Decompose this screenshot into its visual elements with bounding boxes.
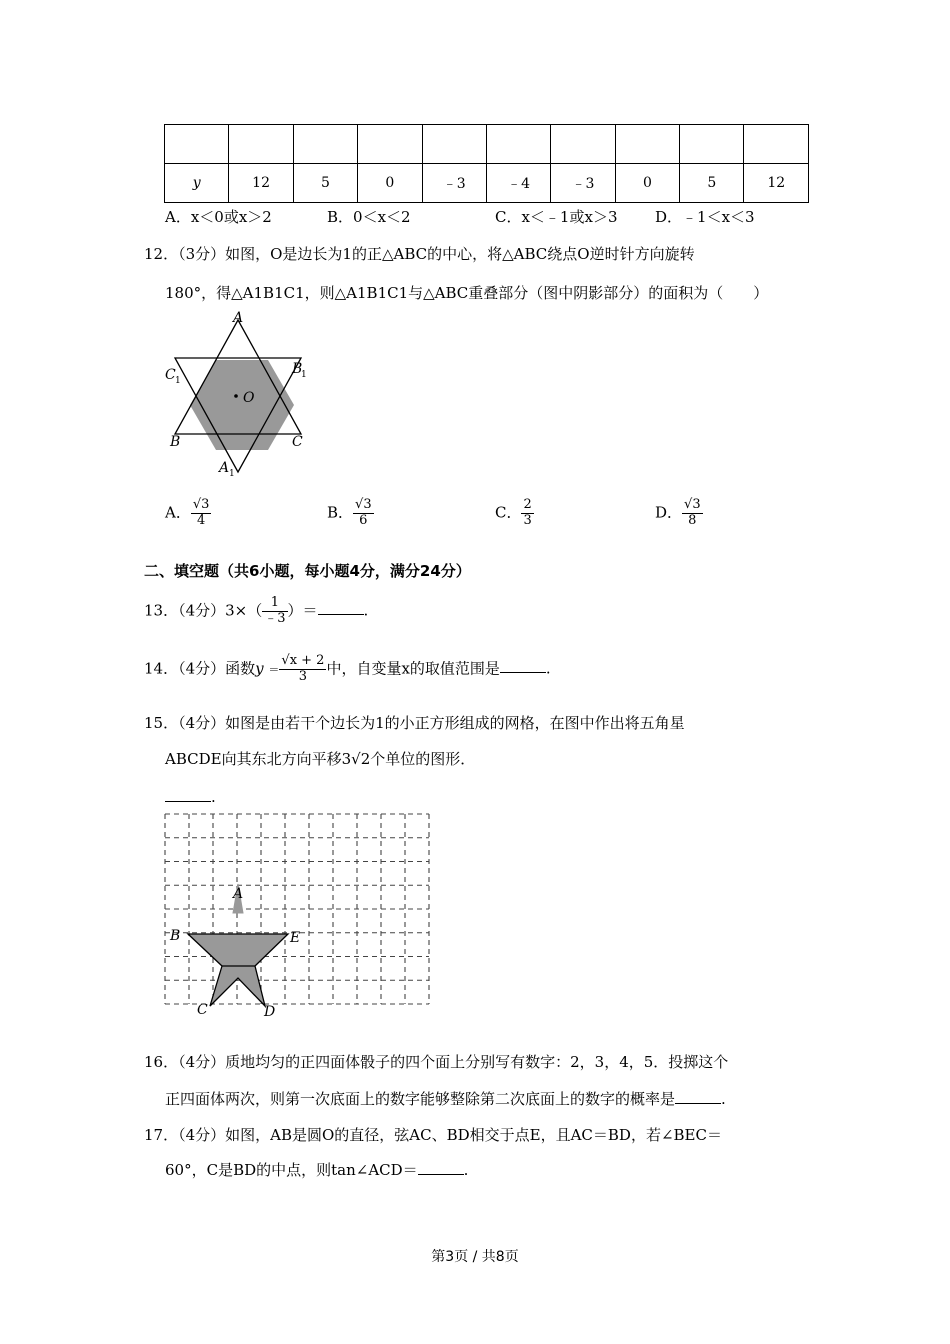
q12-option-c: C． $\frac{2}{3}$ <box>495 497 532 528</box>
label-b1: B <box>292 361 303 377</box>
star-body <box>188 934 288 1006</box>
table-cell <box>615 125 679 164</box>
overlap-hexagon <box>190 360 294 450</box>
q14: 14．（4分）函数y ＝ $\frac{√x + 2}{3}$ 中，自变量x的取值范围是 . <box>144 653 551 684</box>
table-cell <box>486 125 550 164</box>
answer-blank[interactable] <box>675 1088 721 1104</box>
grid-star-figure <box>160 808 435 1023</box>
q12-option-a: A． $\frac{√3}{4}$ <box>165 497 210 528</box>
table-cell <box>744 125 809 164</box>
center-point <box>234 394 238 398</box>
q13: 13．（4分）3×（ $\frac{1}{﹣3}$ ）＝ . <box>144 595 369 626</box>
table-cell <box>422 125 486 164</box>
label-a: A <box>233 886 244 902</box>
q16-line1: 16．（4分）质地均匀的正四面体骰子的四个面上分别写有数字：2，3，4，5．投掷这个 <box>144 1053 729 1071</box>
table-cell <box>165 125 229 164</box>
label-c1-sub: 1 <box>175 376 181 386</box>
table-cell: y <box>165 164 229 203</box>
table-row <box>165 164 809 203</box>
label-o: O <box>243 390 255 406</box>
label-c: C <box>292 434 303 450</box>
q15-line1: 15．（4分）如图是由若干个边长为1的小正方形组成的网格，在图中作出将五角星 <box>144 714 685 732</box>
page-footer: 第3页 / 共8页 <box>431 1249 519 1265</box>
q15-line3: . <box>165 786 216 806</box>
answer-blank[interactable] <box>418 1159 464 1175</box>
q12-option-b: B． $\frac{√3}{6}$ <box>327 497 372 528</box>
label-a: A <box>233 310 244 326</box>
table-cell <box>680 125 744 164</box>
table-cell: 12 <box>744 164 809 203</box>
label-c: C <box>197 1002 208 1018</box>
section-heading: 二、填空题（共6小题，每小题4分，满分24分） <box>144 562 471 580</box>
q11-option-c: C．x＜﹣1或x＞3 <box>495 208 618 226</box>
label-b1-sub: 1 <box>301 370 307 380</box>
label-a1: A <box>219 460 230 476</box>
table-cell: 0 <box>615 164 679 203</box>
q17-line1: 17．（4分）如图，AB是圆O的直径，弦AC、BD相交于点E，且AC＝BD，若∠BEC＝ <box>144 1126 722 1144</box>
table-cell <box>293 125 357 164</box>
label-c1: C <box>165 367 176 383</box>
table-cell: ﹣3 <box>551 164 615 203</box>
answer-blank[interactable] <box>318 599 364 615</box>
table-cell: 5 <box>293 164 357 203</box>
table-cell: 5 <box>680 164 744 203</box>
label-a1-sub: 1 <box>229 469 235 479</box>
hexagram-figure <box>160 310 320 480</box>
q12-line2: 180°，得△A1B1C1，则△A1B1C1与△ABC重叠部分（图中阴影部分）的面积为（ ） <box>165 284 769 302</box>
q11-option-b: B．0＜x＜2 <box>327 208 411 226</box>
table-row <box>165 125 809 164</box>
table-cell: 12 <box>229 164 293 203</box>
label-b: B <box>170 434 181 450</box>
value-table <box>164 124 809 203</box>
label-d: D <box>264 1004 276 1020</box>
label-e: E <box>290 930 301 946</box>
table-cell: ﹣4 <box>486 164 550 203</box>
dashed-grid <box>165 814 429 1004</box>
q12-option-d: D． $\frac{√3}{8}$ <box>655 497 701 528</box>
q11-option-a: A．x＜0或x＞2 <box>165 208 272 226</box>
q17-line2: 60°，C是BD的中点，则tan∠ACD＝ . <box>165 1161 469 1179</box>
q12-line1: 12．（3分）如图，O是边长为1的正△ABC的中心，将△ABC绕点O逆时针方向旋转 <box>144 245 695 263</box>
q16-line2: 正四面体两次，则第一次底面上的数字能够整除第二次底面上的数字的概率是 . <box>165 1090 726 1108</box>
answer-blank[interactable] <box>165 786 211 802</box>
q15-line2: ABCDE向其东北方向平移3√2个单位的图形． <box>165 750 476 768</box>
table-cell <box>551 125 615 164</box>
table-cell <box>229 125 293 164</box>
table-cell <box>358 125 422 164</box>
label-b: B <box>170 928 181 944</box>
table-cell: 0 <box>358 164 422 203</box>
table-cell: ﹣3 <box>422 164 486 203</box>
q11-option-d: D．﹣1＜x＜3 <box>655 208 755 226</box>
answer-blank[interactable] <box>500 657 546 673</box>
